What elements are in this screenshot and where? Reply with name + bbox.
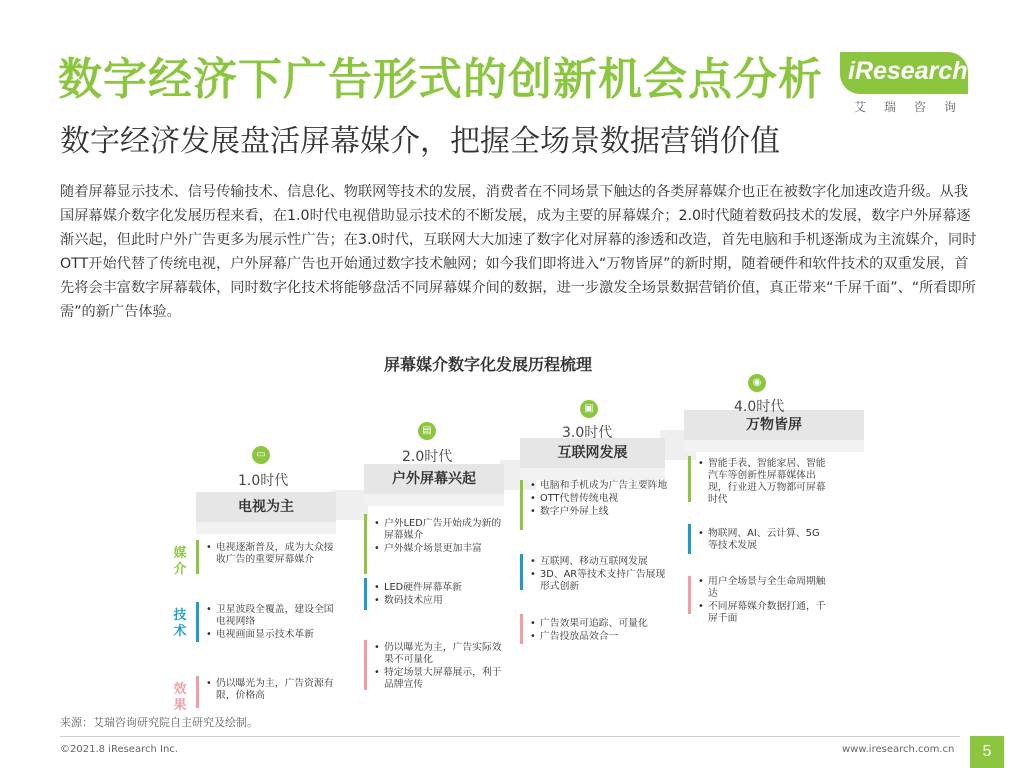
era-label-4: 4.0时代 (734, 399, 785, 415)
list-item: • 仍以曝光为主，广告资源有限，价格高 (206, 678, 336, 702)
list-item: • 数字户外屏上线 (530, 506, 670, 518)
logo-brand: iResearch (848, 57, 968, 85)
list-item: • 电视逐渐普及，成为大众接收广告的重要屏幕媒介 (206, 542, 336, 566)
website-link[interactable]: www.iresearch.com.cn (842, 744, 955, 755)
page-number: 5 (970, 736, 1004, 768)
row-label-tech: 技术 (173, 608, 187, 639)
source-note: 来源：艾瑞咨询研究院自主研究及绘制。 (60, 716, 258, 729)
row-label-media: 媒介 (173, 546, 187, 577)
media-bar-1 (196, 540, 199, 574)
media-bar-3 (520, 480, 523, 530)
media-bar-2 (364, 514, 367, 574)
effect-list-3 (530, 618, 670, 644)
step-era-1: 电视为主 (196, 492, 336, 522)
billboard-icon: ▤ (418, 422, 436, 440)
list-item: • 卫星波段全覆盖，建设全国电视网络 (206, 604, 336, 628)
monitor-icon: ▣ (580, 400, 598, 418)
media-bar-4 (688, 456, 691, 502)
step-era-3: 互联网发展 (520, 438, 665, 468)
tv-icon: ▭ (252, 446, 270, 464)
copyright: ©2021.8 iResearch Inc. (60, 744, 178, 755)
list-item: • 物联网、AI、云计算、5G等技术发展 (698, 528, 828, 552)
row-label-effect: 效果 (173, 682, 187, 713)
logo-cn: 艾瑞咨询 (854, 100, 975, 114)
era-label-1: 1.0时代 (238, 473, 289, 489)
list-item: • 户外LED广告开始成为新的屏幕媒介 (374, 518, 504, 542)
media-list-3 (530, 480, 670, 519)
list-item: • 仍以曝光为主，广告实际效果不可量化 (374, 642, 504, 666)
footer-divider (60, 736, 960, 737)
list-item: • 特定场景大屏幕展示，利于品牌宣传 (374, 667, 504, 691)
list-item: • 电脑和手机成为广告主要阵地 (530, 480, 670, 492)
list-item: • 电视画面显示技术革新 (206, 629, 336, 641)
effect-list-1 (206, 678, 336, 703)
list-item: • 不同屏幕媒介数据打通，千屏千面 (698, 601, 828, 625)
step-era-4: 万物皆屏 (684, 410, 864, 440)
tech-list-4 (698, 528, 828, 553)
list-item: • 广告投放品效合一 (530, 631, 670, 643)
list-item: • 户外媒介场景更加丰富 (374, 543, 504, 555)
intro-paragraph: 随着屏幕显示技术、信号传输技术、信息化、物联网等技术的发展，消费者在不同场景下触达的各类屏幕媒介也正在被数字化加速改造升级。从我国屏幕媒介数字化发展历程来看，在1.0时代电视借助显示技术的不断发展，成为主要的屏幕媒介；2.0时代随着数码技术的发展，数字户外屏幕逐渐兴起，但此时户外广告更多为展示性广告；在3.0时代，互联网大大加速了数字化对屏幕的渗透和改造，首先电脑和手机逐渐成为主流媒介，同时OTT开始代替了传统电视，户外屏幕广告也开始通过数字技术触网；如今我们即将进入“万物皆屏”的新时期，随着硬件和软件技术的双重发展，首先将会丰富数字屏幕载体，同时数字化技术将能够盘活不同屏幕媒介间的数据，进一步激发全场景数据营销价值，真正带来“千屏千面”、“所看即所需”的新广告体验。 (60, 184, 977, 320)
iresearch-logo (840, 52, 980, 122)
effect-bar-1 (196, 676, 199, 708)
step-era-2: 户外屏幕兴起 (364, 464, 504, 494)
tech-bar-3 (520, 554, 523, 590)
step-shadow-3 (520, 468, 665, 480)
list-item: • 用户全场景与全生命周期触达 (698, 576, 828, 600)
tech-list-2 (374, 582, 504, 608)
effect-bar-4 (688, 576, 691, 614)
stair-riser-1 (332, 490, 368, 520)
media-list-4 (698, 458, 828, 507)
effect-bar-3 (520, 614, 523, 644)
effect-bar-2 (364, 640, 367, 690)
list-item: • 广告效果可追踪、可量化 (530, 618, 670, 630)
tech-list-3 (530, 556, 670, 594)
effect-list-4 (698, 576, 828, 626)
list-item: • OTT代替传统电视 (530, 493, 670, 505)
era-label-3: 3.0时代 (562, 425, 613, 441)
era-label-2: 2.0时代 (402, 449, 453, 465)
tech-list-1 (206, 604, 336, 642)
tech-bar-4 (688, 524, 691, 554)
list-item: • 互联网、移动互联网发展 (530, 556, 670, 568)
tech-bar-2 (364, 578, 367, 610)
diagram-title: 屏幕媒介数字化发展历程梳理 (384, 355, 593, 374)
step-shadow-2 (364, 494, 504, 506)
tech-bar-1 (196, 602, 199, 642)
media-list-1 (206, 542, 336, 567)
effect-list-2 (374, 642, 504, 692)
page-subtitle: 数字经济发展盘活屏幕媒介，把握全场景数据营销价值 (60, 124, 780, 159)
list-item: • 数码技术应用 (374, 595, 504, 607)
signal-icon: ◉ (748, 374, 766, 392)
list-item: • 智能手表、智能家居、智能汽车等创新性屏幕媒体出现，行业进入万物都可屏幕时代 (698, 458, 828, 506)
page-title: 数字经济下广告形式的创新机会点分析 (58, 54, 823, 105)
list-item: • 3D、AR等技术支持广告展现形式创新 (530, 569, 670, 593)
step-shadow-1 (196, 522, 336, 534)
media-list-2 (374, 518, 504, 556)
list-item: • LED硬件屏幕革新 (374, 582, 504, 594)
step-shadow-4 (684, 440, 864, 452)
